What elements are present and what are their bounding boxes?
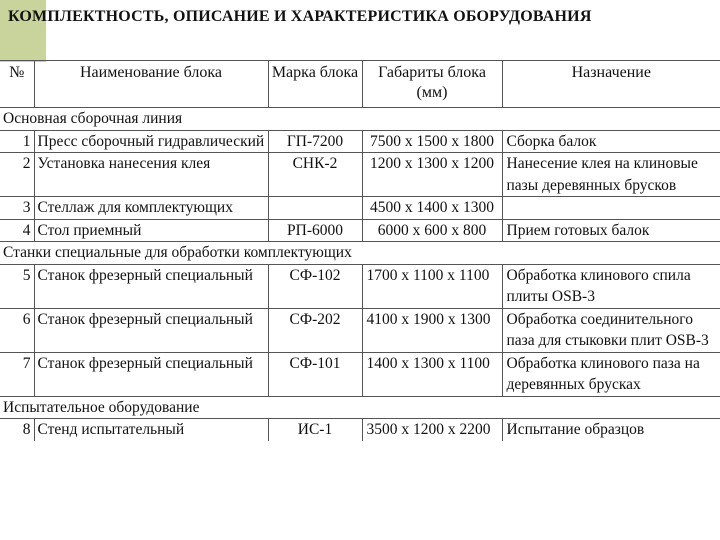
row-purpose: Обработка соединительного паза для стыковки плит OSB-3 <box>502 308 720 352</box>
row-num: 1 <box>0 130 34 153</box>
row-dims: 1700 х 1100 х 1100 <box>362 264 502 308</box>
row-num: 8 <box>0 419 34 441</box>
table-row <box>0 130 720 153</box>
row-dims: 7500 х 1500 х 1800 <box>362 130 502 153</box>
row-mark: РП-6000 <box>268 219 362 242</box>
row-name: Стенд испытательный <box>34 419 268 441</box>
page-title: КОМПЛЕКТНОСТЬ, ОПИСАНИЕ И ХАРАКТЕРИСТИКА ОБОРУДОВАНИЯ <box>8 8 592 25</box>
row-dims: 4500 х 1400 х 1300 <box>362 197 502 220</box>
row-mark <box>268 197 362 220</box>
row-purpose: Обработка клинового спила плиты OSB-3 <box>502 264 720 308</box>
header-name: Наименование блока <box>34 61 268 108</box>
row-num: 5 <box>0 264 34 308</box>
row-mark: СФ-202 <box>268 308 362 352</box>
table-row <box>0 153 720 197</box>
header-dims: Габариты блока (мм) <box>362 61 502 108</box>
row-mark: СНК-2 <box>268 153 362 197</box>
header-num: № <box>0 61 34 108</box>
row-purpose <box>502 197 720 220</box>
header-purpose: Назначение <box>502 61 720 108</box>
row-name: Установка нанесения клея <box>34 153 268 197</box>
equipment-table <box>0 61 720 441</box>
row-name: Станок фрезерный специальный <box>34 308 268 352</box>
row-dims: 4100 х 1900 х 1300 <box>362 308 502 352</box>
row-name: Стол приемный <box>34 219 268 242</box>
row-dims: 1400 х 1300 х 1100 <box>362 352 502 396</box>
header-mark: Марка блока <box>268 61 362 108</box>
row-purpose: Прием готовых балок <box>502 219 720 242</box>
section-row <box>0 396 720 419</box>
row-name: Станок фрезерный специальный <box>34 264 268 308</box>
row-num: 6 <box>0 308 34 352</box>
row-num: 4 <box>0 219 34 242</box>
section-row <box>0 108 720 131</box>
row-name: Пресс сборочный гидравлический <box>34 130 268 153</box>
section-row <box>0 242 720 265</box>
table-row <box>0 352 720 396</box>
row-dims: 1200 х 1300 х 1200 <box>362 153 502 197</box>
row-purpose: Сборка балок <box>502 130 720 153</box>
row-purpose: Нанесение клея на клиновые пазы деревянных брусков <box>502 153 720 197</box>
row-name: Станок фрезерный специальный <box>34 352 268 396</box>
section-title: Основная сборочная линия <box>0 108 720 131</box>
table-row <box>0 264 720 308</box>
table-header-row <box>0 61 720 108</box>
table-row <box>0 308 720 352</box>
row-mark: ИС-1 <box>268 419 362 441</box>
row-mark: СФ-101 <box>268 352 362 396</box>
row-mark: СФ-102 <box>268 264 362 308</box>
row-mark: ГП-7200 <box>268 130 362 153</box>
row-dims: 6000 х 600 х 800 <box>362 219 502 242</box>
row-num: 7 <box>0 352 34 396</box>
row-num: 3 <box>0 197 34 220</box>
row-name: Стеллаж для комплектующих <box>34 197 268 220</box>
row-dims: 3500 х 1200 х 2200 <box>362 419 502 441</box>
section-title: Испытательное оборудование <box>0 396 720 419</box>
table-row <box>0 197 720 220</box>
row-purpose: Обработка клинового паза на деревянных брусках <box>502 352 720 396</box>
row-purpose: Испытание образцов <box>506 421 645 438</box>
table-row <box>0 419 720 441</box>
section-title: Станки специальные для обработки комплектующих <box>0 242 720 265</box>
row-num: 2 <box>0 153 34 197</box>
table-row <box>0 219 720 242</box>
